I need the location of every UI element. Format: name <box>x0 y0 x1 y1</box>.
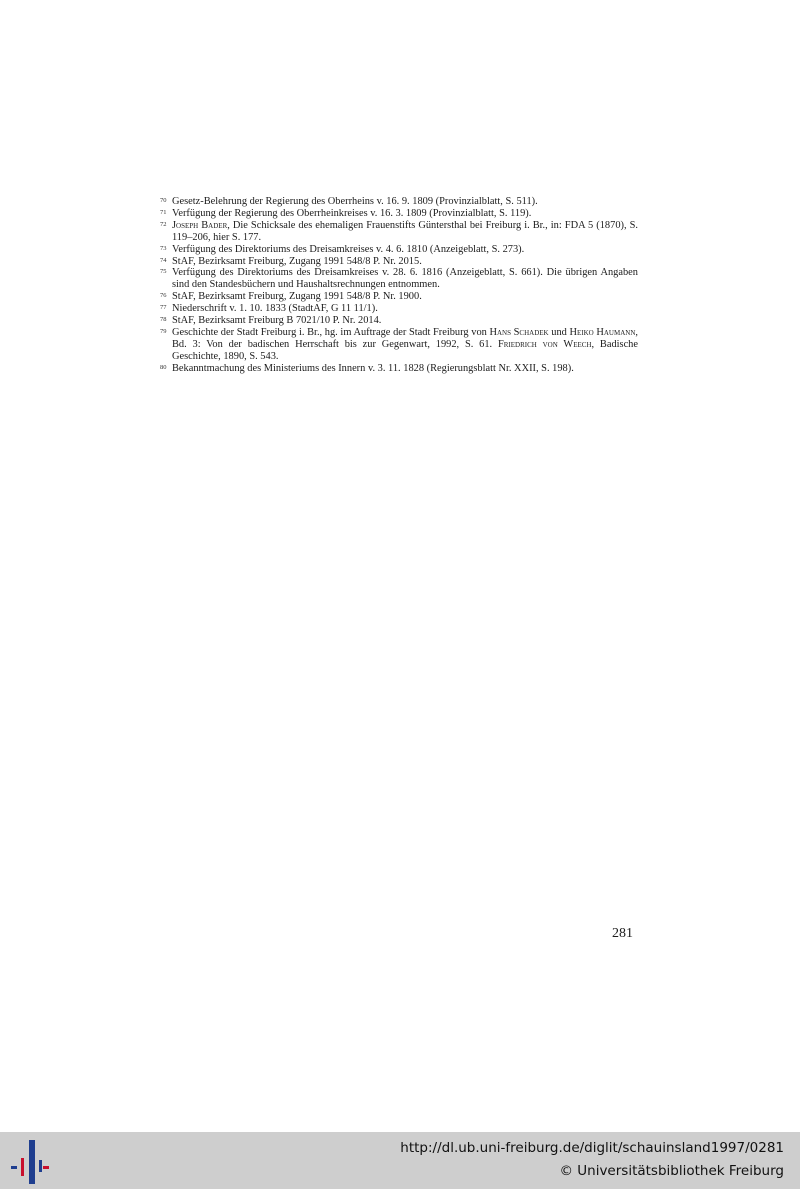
footnote-text <box>172 303 638 315</box>
footnote-text-segment: Geschichte der Stadt Freiburg i. Br., hg. im Auftrage der Stadt Freiburg von <box>172 326 490 338</box>
footnote-number: 75 <box>160 268 167 276</box>
footnote-text-segment: Gesetz-Belehrung der Regierung des Oberrheins v. 16. 9. 1809 (Provinzialblatt, S. 511). <box>172 196 538 207</box>
footnote-number: 78 <box>160 316 167 324</box>
footnote-number: 72 <box>160 220 167 228</box>
footnotes <box>160 196 638 375</box>
footnote-70 <box>160 196 638 208</box>
footnote-77 <box>160 303 638 315</box>
footnote-76 <box>160 291 638 303</box>
author-name: Friedrich von Weech <box>497 338 592 350</box>
footnote-72 <box>160 220 638 244</box>
author-name: Hans Schadek <box>489 326 549 338</box>
footnote-number: 76 <box>160 292 167 300</box>
footnote-text-segment: Verfügung des Direktoriums des Dreisamkreises v. 4. 6. 1810 (Anzeigeblatt, S. 273). <box>172 243 525 255</box>
footnote-text <box>172 363 638 375</box>
footnote-text <box>172 208 638 220</box>
ub-freiburg-logo-icon <box>8 1138 52 1184</box>
footnote-74 <box>160 256 638 268</box>
footer-copyright: © Universitätsbibliothek Freiburg <box>559 1163 784 1179</box>
footnote-text-segment: Verfügung der Regierung des Oberrheinkreises v. 16. 3. 1809 (Provinzialblatt, S. 119). <box>172 207 532 219</box>
footnote-text <box>172 267 638 291</box>
footnote-number: 79 <box>160 327 167 335</box>
footnote-text <box>172 220 638 244</box>
footnote-number: 70 <box>160 197 167 204</box>
footer-url-link[interactable]: http://dl.ub.uni-freiburg.de/diglit/schauinsland1997/0281 <box>400 1140 784 1156</box>
footnote-text-segment: , Bd. 3: Von der badischen Herrschaft bis zur Gegenwart, 1992, S. 61. <box>172 326 638 350</box>
footnote-number: 74 <box>160 256 167 264</box>
footer-bar <box>0 1132 800 1189</box>
footnote-number: 73 <box>160 244 167 252</box>
page-number: 281 <box>612 926 633 941</box>
footnote-text-segment: , Die Schicksale des ehemaligen Frauenstifts Güntersthal bei Freiburg i. Br., in: FDA 5 (1870), S. 119–206, hier S. 177. <box>172 219 638 243</box>
footnote-73 <box>160 244 638 256</box>
footnote-71 <box>160 208 638 220</box>
author-name: Joseph Bader <box>172 219 228 231</box>
footnote-text-segment: StAF, Bezirksamt Freiburg, Zugang 1991 548/8 P. Nr. 1900. <box>172 291 422 303</box>
footnote-text-segment: , Badische Geschichte, 1890, S. 543. <box>172 338 638 362</box>
footnote-text-segment: Niederschrift v. 1. 10. 1833 (StadtAF, G 11 11/1). <box>172 303 378 315</box>
footnote-text-segment: Bekanntmachung des Ministeriums des Innern v. 3. 11. 1828 (Regierungsblatt Nr. XXII, S. 198). <box>172 362 574 374</box>
footnote-number: 71 <box>160 208 167 216</box>
footnote-79 <box>160 327 638 363</box>
footnote-75 <box>160 267 638 291</box>
footnote-number: 80 <box>160 363 167 371</box>
footnote-text <box>172 327 638 363</box>
footnote-text <box>172 291 638 303</box>
footnote-text <box>172 256 638 268</box>
footnote-text-segment: StAF, Bezirksamt Freiburg, Zugang 1991 548/8 P. Nr. 2015. <box>172 255 422 267</box>
footnote-78 <box>160 315 638 327</box>
footnote-text <box>172 315 638 327</box>
footnote-text-segment: StAF, Bezirksamt Freiburg B 7021/10 P. Nr. 2014. <box>172 315 382 327</box>
author-name: Heiko Haumann <box>569 326 636 338</box>
footnote-text <box>172 244 638 256</box>
footnote-text <box>172 196 638 208</box>
footnote-80 <box>160 363 638 375</box>
footnote-text-segment: Verfügung des Direktoriums des Dreisamkreises v. 28. 6. 1816 (Anzeigeblatt, S. 661). Die übrigen Angaben sind den Standesbüchern und Haushaltsrechnungen entnommen. <box>172 267 638 291</box>
footnote-text-segment: und <box>548 326 570 338</box>
footnote-number: 77 <box>160 304 167 312</box>
